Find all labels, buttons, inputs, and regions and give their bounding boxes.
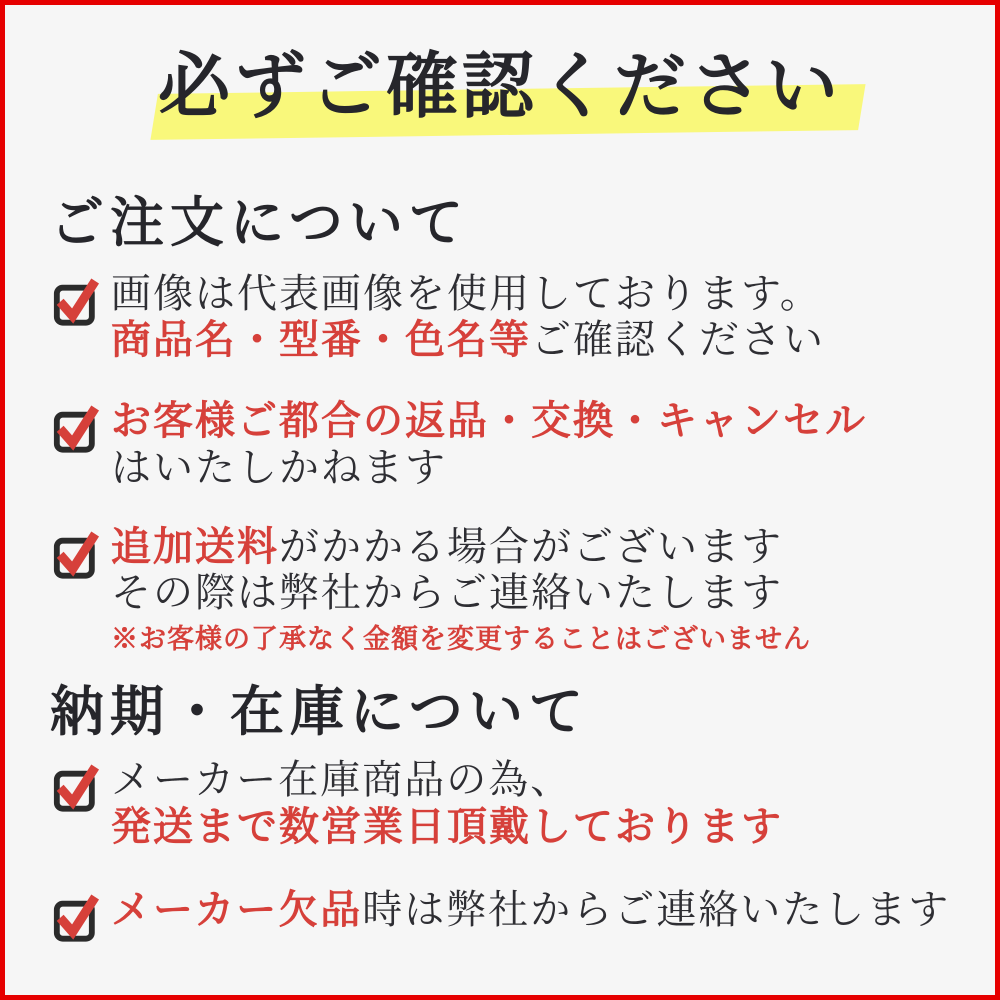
item-text (111, 524, 811, 656)
item-line (111, 398, 867, 445)
item-line (111, 570, 811, 617)
item-line (111, 317, 825, 364)
text-segment: 時は弊社からご連絡いたします (362, 886, 951, 933)
text-segment: その際は弊社からご連絡いたします (111, 570, 783, 617)
section-heading-delivery-stock: 納期・在庫について (50, 678, 589, 743)
item-line (111, 757, 783, 804)
item-line (111, 804, 783, 851)
text-segment-emphasis: お客様ご都合の返品・交換・キャンセル (111, 397, 867, 445)
checklist-item-representative-image (51, 271, 995, 365)
text-segment-emphasis: メーカー欠品 (111, 885, 363, 933)
text-segment-emphasis: 発送まで数営業日頂戴しております (111, 803, 783, 851)
text-segment: メーカー在庫商品の為、 (111, 757, 573, 804)
text-segment-emphasis: 商品名・型番・色名等 (111, 316, 531, 364)
checklist-item-extra-shipping (51, 524, 995, 656)
item-line (111, 887, 950, 934)
title-banner (5, 39, 995, 147)
item-line (111, 524, 811, 571)
checkbox-checked-icon (51, 761, 101, 813)
item-text (111, 271, 825, 365)
checkbox-checked-icon (51, 402, 101, 454)
checkbox-checked-icon (51, 891, 101, 943)
checkbox-checked-icon (51, 275, 101, 327)
checklist-item-returns (51, 398, 995, 492)
text-segment-emphasis: 追加送料 (111, 522, 279, 570)
checkbox-checked-icon (51, 528, 101, 580)
text-segment: ご確認ください (531, 317, 825, 364)
checklist-item-maker-shortage (51, 887, 995, 943)
section-heading-order: ご注文について (50, 190, 469, 254)
item-line (111, 445, 867, 492)
item-text (111, 398, 867, 492)
item-text (111, 757, 783, 851)
text-segment: 画像は代表画像を使用しております。 (111, 270, 822, 317)
item-text (111, 887, 950, 934)
item-line (111, 271, 825, 318)
text-segment: がかかる場合がございます (279, 523, 783, 570)
text-segment: はいたしかねます (111, 444, 447, 491)
page-title: 必ずご確認ください (157, 43, 842, 128)
item-note: ※お客様の了承なく金額を変更することはございません (111, 624, 811, 656)
checklist-item-maker-stock (51, 757, 995, 851)
